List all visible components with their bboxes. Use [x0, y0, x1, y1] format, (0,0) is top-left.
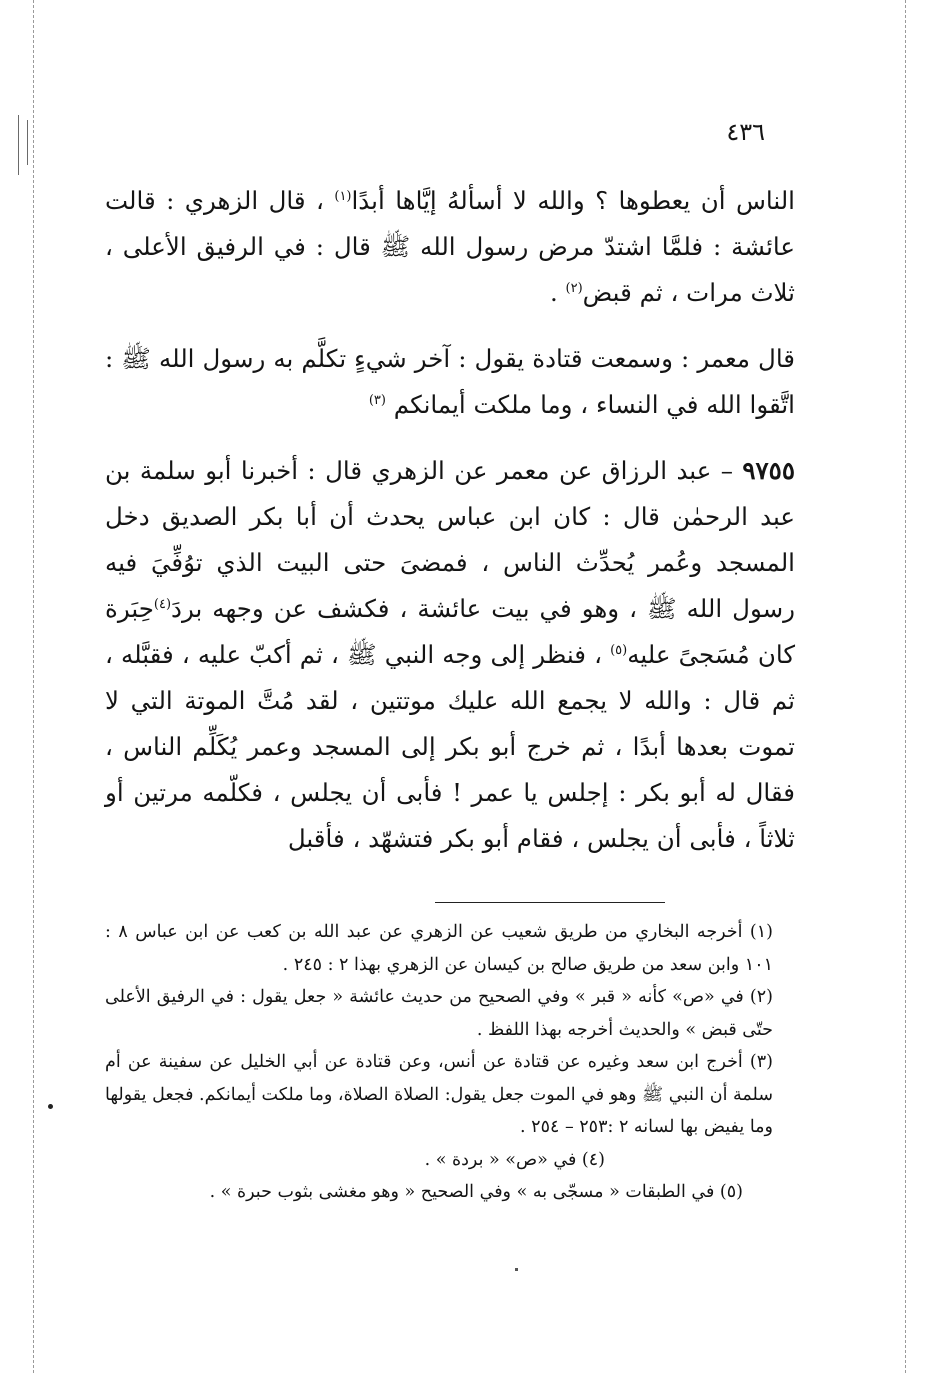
hadith-paragraph [105, 448, 795, 862]
footnote-4: (٤) في «ص» « بردة » . [424, 1149, 605, 1170]
footnote-ref: (٤) [153, 597, 172, 612]
margin-dot [48, 1104, 53, 1109]
page-number: ٤٣٦ [726, 118, 765, 146]
text-run: الناس أن يعطوها ؟ والله لا أسألهُ إيَّاها أبدًا [351, 186, 795, 215]
scan-left-edge [33, 0, 34, 1373]
footnote-ref: (١) [334, 189, 352, 204]
footnote-1: (١) أخرجه البخاري من طريق شعيب عن الزهري عن عبد الله بن كعب عن ابن عباس ٨ : ١٠١ وابن سعد من طريق صالح بن كيسان عن الزهري بهذا ٢ : ٢٤٥ . [105, 922, 773, 975]
scan-mark [18, 115, 19, 175]
footnote-2: (٢) في «ص» كأنه « قبر » وفي الصحيح من حديث عائشة « جعل يقول : في الرفيق الأعلى حتّى قبض » والحديث أخرجه بهذا اللفظ . [105, 987, 773, 1040]
hadith-number: ٩٧٥٥ [742, 456, 795, 485]
footnote-5: (٥) في الطبقات « مسجّى به » وفي الصحيح « وهو مغشى بثوب حبرة » . [209, 1182, 743, 1202]
text-run: قال معمر : وسمعت قتادة يقول : آخر شيءٍ تكلَّم به رسول الله ﷺ : اتَّقوا الله في النساء ، وما ملكت أيمانكم [105, 344, 795, 419]
footnote-separator [435, 902, 665, 903]
scan-mark [27, 120, 28, 165]
footnote-ref: (٥) [610, 643, 628, 658]
paragraph [105, 336, 795, 428]
text-run: . [549, 278, 566, 307]
paragraph [105, 178, 795, 316]
footnote-ref: (٢) [565, 281, 583, 296]
text-run: حِبَرة كان مُسَجىً عليه [105, 594, 795, 669]
scan-specks [515, 1268, 518, 1285]
main-text [105, 178, 795, 862]
footnotes [105, 916, 795, 1209]
text-run: ، قال الزهري : قالت عائشة : فلمَّا اشتدّ مرض رسول الله ﷺ قال : في الرفيق الأعلى ، ثلاث مرات ، ثم قبض [105, 186, 795, 307]
scan-right-edge [905, 0, 906, 1373]
text-run: – عبد الرزاق عن معمر عن الزهري قال : أخبرنا أبو سلمة بن عبد الرحمٰن قال : كان ابن عباس يحدث أن أبا بكر الصديق دخل المسجد وعُمر يُحدِّث الناس ، فمضىَ حتى البيت الذي توُفِّيَ فيه رسول الله ﷺ ، وهو في بيت عائشة ، فكشف عن وجهه بردَ [105, 456, 795, 623]
text-run: ، فنظر إلى وجه النبي ﷺ ، ثم أكبّ عليه ، فقبَّله ، ثم قال : والله لا يجمع الله عليك موتتين ، لقد مُتَّ الموتة التي لا تموت بعدها أبدًا ، ثم خرج أبو بكر إلى المسجد وعمر يُكَلِّم الناس ، فقال له أبو بكر : إجلس يا عمر ! فأبى أن يجلس ، فكلّمه مرتين أو ثلاثاً ، فأبى أن يجلس ، فقام أبو بكر فتشهّد ، فأقبل [105, 640, 795, 853]
footnote-3: (٣) أخرج ابن سعد وغيره عن قتادة عن أنس، وعن قتادة عن أبي الخليل عن سفينة عن أم سلمة أن النبي ﷺ وهو في الموت جعل يقول: الصلاة الصلاة، وما ملكت أيمانكم. فجعل يقولها وما يفيض بها لسانه ٢ :٢٥٣ – ٢٥٤ . [105, 1052, 773, 1137]
footnote-ref: (٣) [368, 393, 386, 408]
